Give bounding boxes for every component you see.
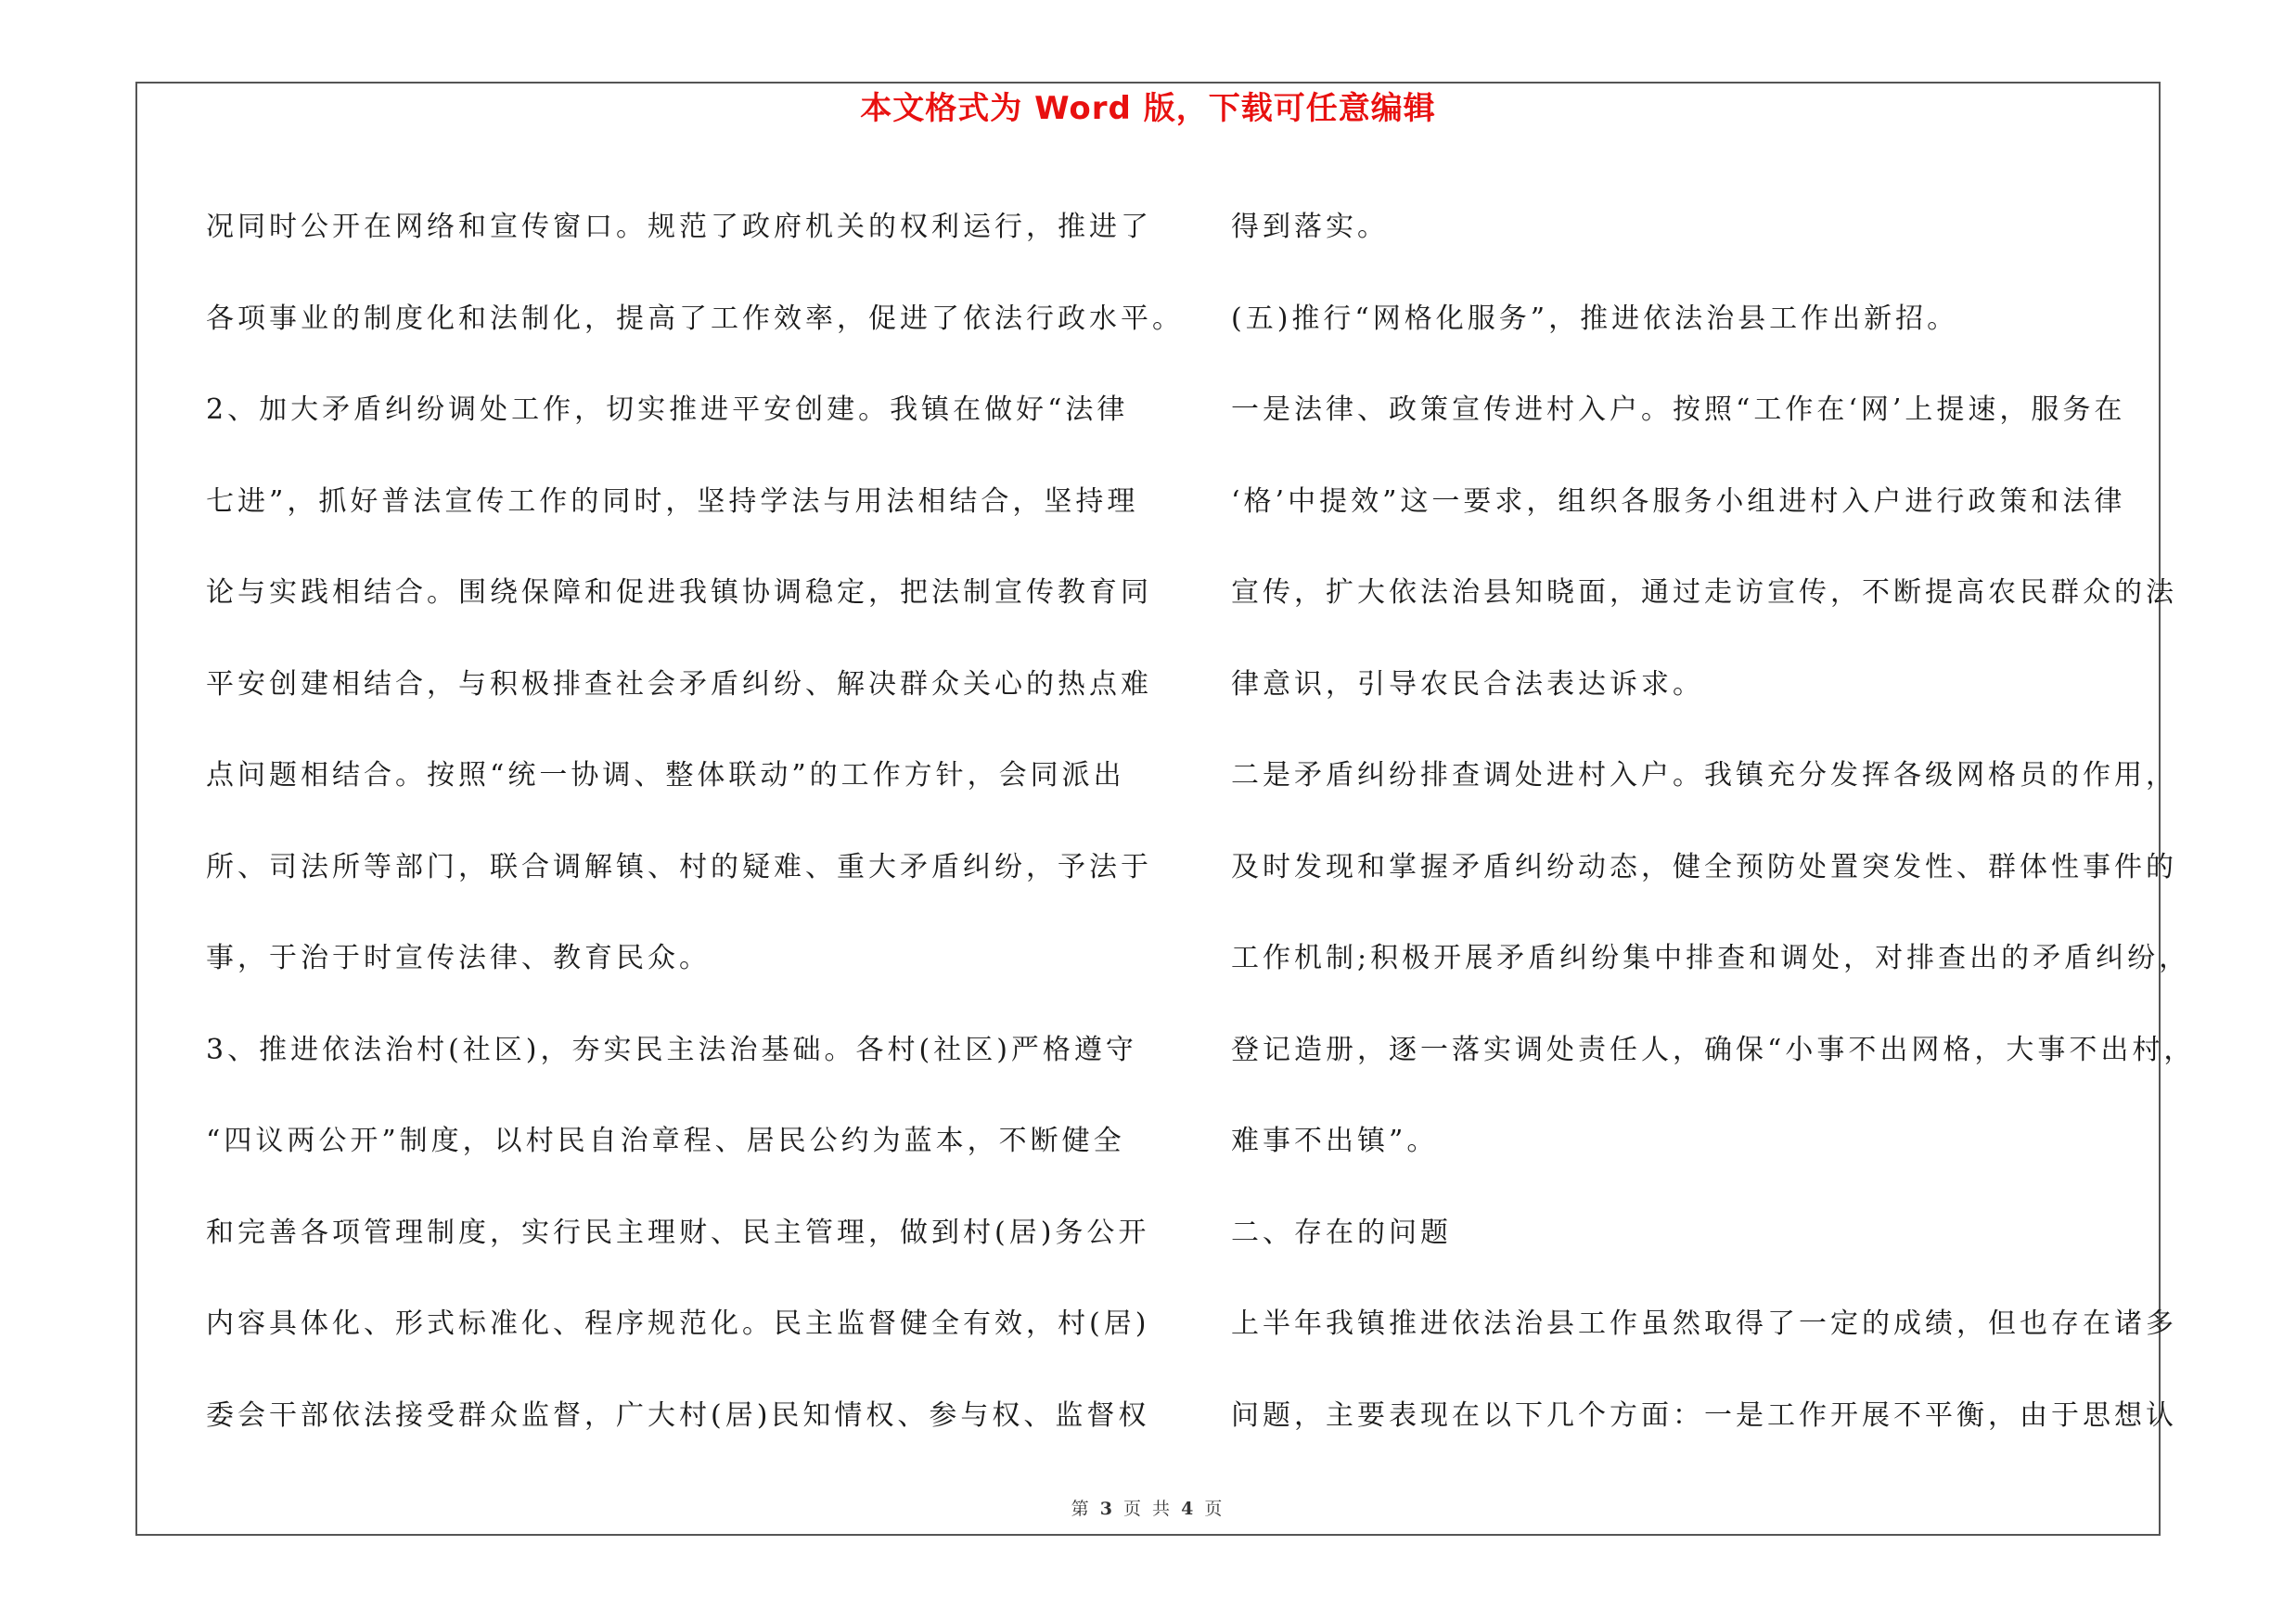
format-notice-banner: 本文格式为 Word 版，下载可任意编辑 [860,90,1436,127]
text-line: 论与实践相结合。围绕保障和促进我镇协调稳定，把法制宣传教育同 [206,576,1152,609]
text-line: 事，于治于时宣传法律、教育民众。 [206,942,711,974]
text-line: 内容具体化、形式标准化、程序规范化。民主监督健全有效，村(居) [206,1307,1150,1340]
total-page-count: 4 [1181,1499,1197,1519]
footer-prefix: 第 [1071,1499,1092,1519]
text-line: 一是法律、政策宣传进村入户。按照“工作在‘网’上提速，服务在 [1231,393,2126,426]
footer-suffix: 页 [1204,1499,1225,1519]
text-line: 3、推进依法治村(社区)，夯实民主法治基础。各村(社区)严格遵守 [206,1033,1137,1066]
text-line: 七进”，抓好普法宣传工作的同时，坚持学法与用法相结合，坚持理 [206,484,1139,518]
text-line: 平安创建相结合，与积极排查社会矛盾纠纷、解决群众关心的热点难 [206,667,1152,701]
page-number-footer [135,1496,2161,1522]
text-line: 所、司法所等部门，联合调解镇、村的疑难、重大矛盾纠纷，予法于 [206,850,1152,883]
text-line: 各项事业的制度化和法制化，提高了工作效率，促进了依法行政水平。 [206,302,1184,335]
text-line: 二、存在的问题 [1231,1216,1452,1249]
text-line: 况同时公开在网络和宣传窗口。规范了政府机关的权利运行，推进了 [206,211,1152,243]
text-line: 委会干部依法接受群众监督，广大村(居)民知情权、参与权、监督权 [206,1398,1150,1432]
text-line: (五)推行“网格化服务”，推进依法治县工作出新招。 [1231,302,1959,335]
text-line: 上半年我镇推进依法治县工作虽然取得了一定的成绩，但也存在诸多 [1231,1307,2177,1340]
text-line: 宣传，扩大依法治县知晓面，通过走访宣传，不断提高农民群众的法 [1231,576,2177,609]
text-line: 得到落实。 [1231,211,1389,243]
current-page-number: 3 [1099,1499,1115,1519]
text-line: 登记造册，逐一落实调处责任人，确保“小事不出网格，大事不出村， [1231,1033,2196,1066]
text-line: 二是矛盾纠纷排查调处进村入户。我镇充分发挥各级网格员的作用， [1231,759,2177,792]
text-line: 难事不出镇”。 [1231,1125,1439,1157]
footer-middle: 页 共 [1122,1499,1174,1519]
text-line: 及时发现和掌握矛盾纠纷动态，健全预防处置突发性、群体性事件的 [1231,850,2177,883]
text-line: 点问题相结合。按照“统一协调、整体联动”的工作方针，会同派出 [206,759,1125,792]
right-text-column [1231,182,2196,1462]
text-line: 2、加大矛盾纠纷调处工作，切实推进平安创建。我镇在做好“法律 [206,393,1129,426]
left-text-column [206,182,1184,1462]
text-line: 和完善各项管理制度，实行民主理财、民主管理，做到村(居)务公开 [206,1216,1150,1249]
text-line: 工作机制;积极开展矛盾纠纷集中排查和调处，对排查出的矛盾纠纷， [1231,942,2191,974]
text-line: 律意识，引导农民合法表达诉求。 [1231,667,1704,701]
text-line: “四议两公开”制度，以村民自治章程、居民公约为蓝本，不断健全 [206,1125,1125,1157]
text-line: ‘格’中提效”这一要求，组织各服务小组进村入户进行政策和法律 [1231,484,2126,518]
text-line: 问题，主要表现在以下几个方面：一是工作开展不平衡，由于思想认 [1231,1398,2177,1432]
